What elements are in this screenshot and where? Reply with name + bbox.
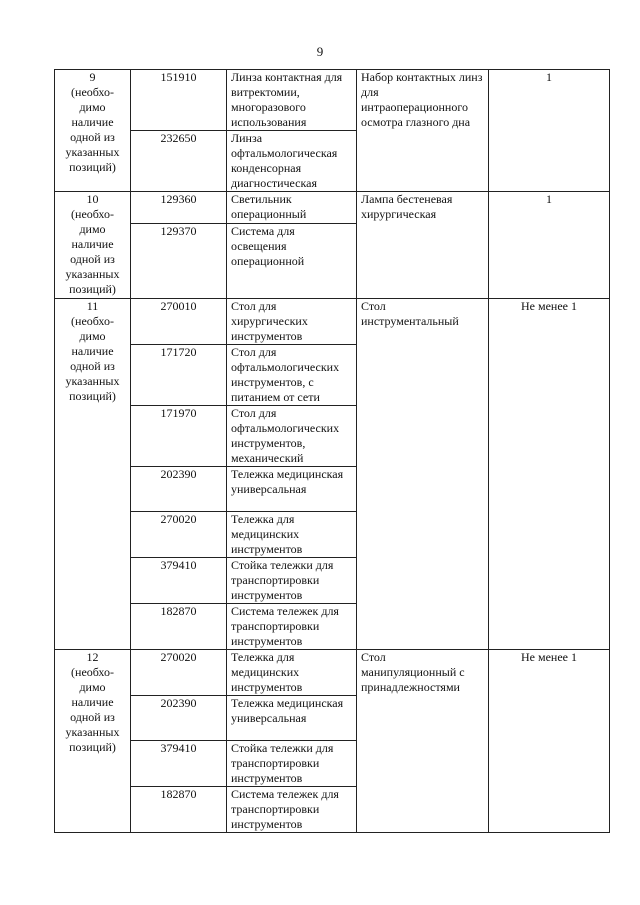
group-note-line: (необхо- (71, 85, 114, 99)
group-note-line: указанных (65, 725, 120, 739)
equipment-name: Тележка медицинская универсальная (227, 467, 357, 512)
equipment-code: 379410 (131, 741, 227, 787)
group-note-line: указанных (65, 374, 120, 388)
group-note-line: указанных (65, 267, 120, 281)
group-number-cell (55, 650, 131, 833)
equipment-code: 270020 (131, 650, 227, 696)
group-number-cell (55, 70, 131, 192)
equipment-name: Стойка тележки для транспортировки инструментов (227, 558, 357, 604)
group-note-line: наличие (71, 237, 114, 251)
equipment-name: Стол для офтальмологических инструментов, с питанием от сети (227, 345, 357, 406)
equipment-name: Тележка для медицинских инструментов (227, 650, 357, 696)
equipment-type: Набор контактных линз для интраоперационного осмотра глазного дна (357, 70, 489, 192)
equipment-code: 270020 (131, 512, 227, 558)
group-note-line: указанных (65, 145, 120, 159)
equipment-code: 270010 (131, 299, 227, 345)
group-note-line: позиций) (69, 740, 116, 754)
group-note-line: позиций) (69, 282, 116, 296)
group-note-line: димо (79, 329, 106, 343)
equipment-name: Светильник операционный (227, 192, 357, 224)
equipment-name: Система тележек для транспортировки инструментов (227, 604, 357, 650)
equipment-type: Стол манипуляционный с принадлежностями (357, 650, 489, 833)
group-number: 9 (89, 70, 96, 84)
equipment-code: 379410 (131, 558, 227, 604)
group-note-line: позиций) (69, 389, 116, 403)
equipment-quantity: Не менее 1 (489, 299, 610, 650)
equipment-code: 129360 (131, 192, 227, 224)
equipment-type: Стол инструментальный (357, 299, 489, 650)
equipment-code: 202390 (131, 696, 227, 741)
group-note-line: одной из (70, 710, 115, 724)
equipment-code: 151910 (131, 70, 227, 131)
equipment-code: 232650 (131, 131, 227, 192)
table-row (55, 650, 610, 696)
group-note-line: димо (79, 680, 106, 694)
group-number-cell (55, 192, 131, 299)
group-note-line: наличие (71, 115, 114, 129)
equipment-quantity: Не менее 1 (489, 650, 610, 833)
equipment-name: Стол для офтальмологических инструментов, механический (227, 406, 357, 467)
group-note-line: позиций) (69, 160, 116, 174)
group-number-cell (55, 299, 131, 650)
equipment-name: Стол для хирургических инструментов (227, 299, 357, 345)
equipment-code: 171970 (131, 406, 227, 467)
group-number: 12 (86, 650, 99, 664)
group-note-line: одной из (70, 252, 115, 266)
table-row (55, 299, 610, 345)
page-number: 9 (316, 44, 324, 59)
equipment-quantity: 1 (489, 192, 610, 299)
group-note-line: наличие (71, 695, 114, 709)
equipment-code: 171720 (131, 345, 227, 406)
group-note-line: димо (79, 100, 106, 114)
equipment-quantity: 1 (489, 70, 610, 192)
equipment-name: Система тележек для транспортировки инструментов (227, 787, 357, 833)
group-note-line: одной из (70, 130, 115, 144)
equipment-code: 182870 (131, 604, 227, 650)
group-number: 10 (86, 192, 99, 206)
group-note-line: (необхо- (71, 314, 114, 328)
table-row (55, 192, 610, 224)
equipment-name: Система для освещения операционной (227, 224, 357, 299)
group-number: 11 (86, 299, 99, 313)
group-note-line: (необхо- (71, 665, 114, 679)
equipment-table (54, 69, 610, 833)
group-note-line: димо (79, 222, 106, 236)
equipment-name: Стойка тележки для транспортировки инструментов (227, 741, 357, 787)
equipment-code: 202390 (131, 467, 227, 512)
equipment-code: 182870 (131, 787, 227, 833)
group-note-line: одной из (70, 359, 115, 373)
group-note-line: наличие (71, 344, 114, 358)
equipment-name: Тележка для медицинских инструментов (227, 512, 357, 558)
equipment-name: Линза контактная для витректомии, многоразового использования (227, 70, 357, 131)
table-row (55, 70, 610, 131)
equipment-code: 129370 (131, 224, 227, 299)
equipment-type: Лампа бестеневая хирургическая (357, 192, 489, 299)
equipment-name: Линза офтальмологическая конденсорная диагностическая (227, 131, 357, 192)
group-note-line: (необхо- (71, 207, 114, 221)
equipment-name: Тележка медицинская универсальная (227, 696, 357, 741)
